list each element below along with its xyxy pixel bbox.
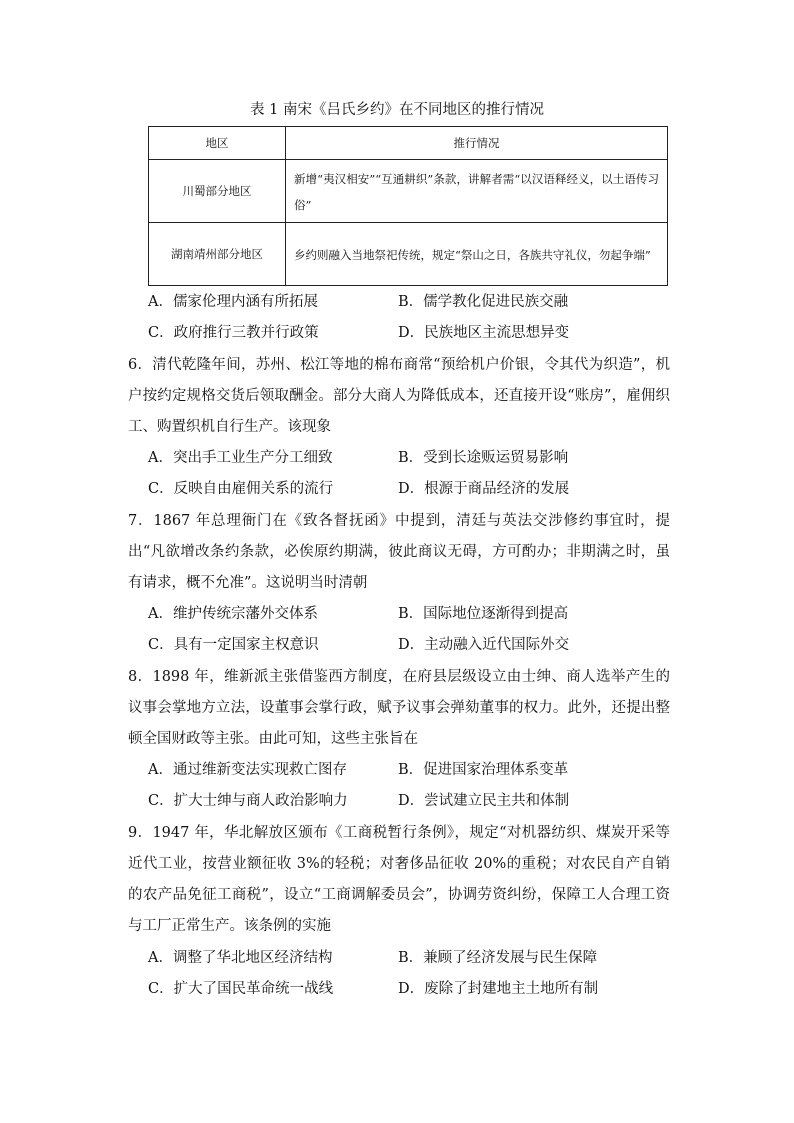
q7-option-a[interactable]: A．维护传统宗藩外交体系 (148, 606, 318, 622)
q5-option-d[interactable]: D．民族地区主流思想异变 (398, 325, 570, 341)
q8-option-a[interactable]: A．通过维新变法实现救亡图存 (148, 762, 347, 778)
q7-option-d[interactable]: D．主动融入近代国际外交 (398, 637, 570, 653)
q8-option-d[interactable]: D．尝试建立民主共和体制 (398, 793, 570, 809)
table-header-row (149, 127, 668, 160)
q6-option-a[interactable]: A．突出手工业生产分工细致 (148, 450, 333, 466)
header-situation: 推行情况 (286, 127, 668, 160)
region-cell: 川蜀部分地区 (149, 160, 286, 223)
q6-option-c[interactable]: C．反映自由雇佣关系的流行 (148, 481, 334, 497)
q7-options-row2 (148, 635, 708, 655)
q5-option-a[interactable]: A．儒家伦理内涵有所拓展 (148, 294, 318, 310)
q7-stem: 7．1867 年总理衙门在《致各督抚函》中提到，清廷与英法交涉修约事宜时，提出“凡欲增改条约条款，必俟原约期满，彼此商议无碍，方可酌办；非期满之时，虽有请求，概不允准”。这说明当时清朝 (128, 513, 670, 591)
q7-option-b[interactable]: B．国际地位逐渐得到提高 (398, 606, 569, 622)
q6-options-row2 (148, 479, 708, 499)
q7-options-row1 (148, 604, 708, 624)
policy-table (148, 126, 668, 286)
q8-option-c[interactable]: C．扩大士绅与商人政治影响力 (148, 793, 348, 809)
q9-option-d[interactable]: D．废除了封建地主土地所有制 (398, 981, 599, 997)
q9-options-row1 (148, 948, 708, 968)
q5-option-b[interactable]: B．儒学教化促进民族交融 (398, 294, 569, 310)
q9-stem: 9．1947 年，华北解放区颁布《工商税暂行条例》，规定“对机器纺织、煤炭开采等近代工业，按营业额征收 3%的轻税；对奢侈品征收 20%的重税；对农民自产自销的农产品免征工商税”，设立“工商调解委员会”，协调劳资纠纷，保障工人合理工资与工厂正常生产。该条例的实施 (128, 825, 670, 934)
table-caption: 表 1 南宋《吕氏乡约》在不同地区的推行情况 (250, 102, 544, 118)
q5-option-c[interactable]: C．政府推行三教并行政策 (148, 325, 319, 341)
header-region: 地区 (149, 127, 286, 160)
q9-option-b[interactable]: B．兼顾了经济发展与民生保障 (398, 950, 598, 966)
q8-options-row1 (148, 760, 708, 780)
q5-options-row1 (148, 292, 708, 312)
q6-stem: 6．清代乾隆年间，苏州、松江等地的棉布商常“预给机户价银，令其代为织造”，机户按约定规格交货后领取酬金。部分大商人为降低成本，还直接开设“账房”，雇佣织工、购置织机自行生产。该现象 (128, 357, 670, 435)
q8-options-row2 (148, 791, 708, 811)
q6-options-row1 (148, 448, 708, 468)
q9-option-c[interactable]: C．扩大了国民革命统一战线 (148, 981, 334, 997)
q7-option-c[interactable]: C．具有一定国家主权意识 (148, 637, 319, 653)
q6-option-b[interactable]: B．受到长途贩运贸易影响 (398, 450, 569, 466)
q9-options-row2 (148, 979, 708, 999)
table-row (149, 223, 668, 286)
situation-cell: 乡约则融入当地祭祀传统，规定“祭山之日，各族共守礼仪，勿起争端” (286, 223, 668, 286)
q8-option-b[interactable]: B．促进国家治理体系变革 (398, 762, 569, 778)
q5-options-row2 (148, 323, 708, 343)
q8-stem: 8．1898 年，维新派主张借鉴西方制度，在府县层级设立由士绅、商人选举产生的议事会掌地方立法，设董事会掌行政，赋予议事会弹劾董事的权力。此外，还提出整顿全国财政等主张。由此可知，这些主张旨在 (128, 669, 670, 747)
table-row (149, 160, 668, 223)
q6-option-d[interactable]: D．根源于商品经济的发展 (398, 481, 570, 497)
q9-option-a[interactable]: A．调整了华北地区经济结构 (148, 950, 333, 966)
situation-cell: 新增“夷汉相安”“互通耕织”条款，讲解者需“以汉语释经义，以土语传习俗” (286, 160, 668, 223)
region-cell: 湖南靖州部分地区 (149, 223, 286, 286)
